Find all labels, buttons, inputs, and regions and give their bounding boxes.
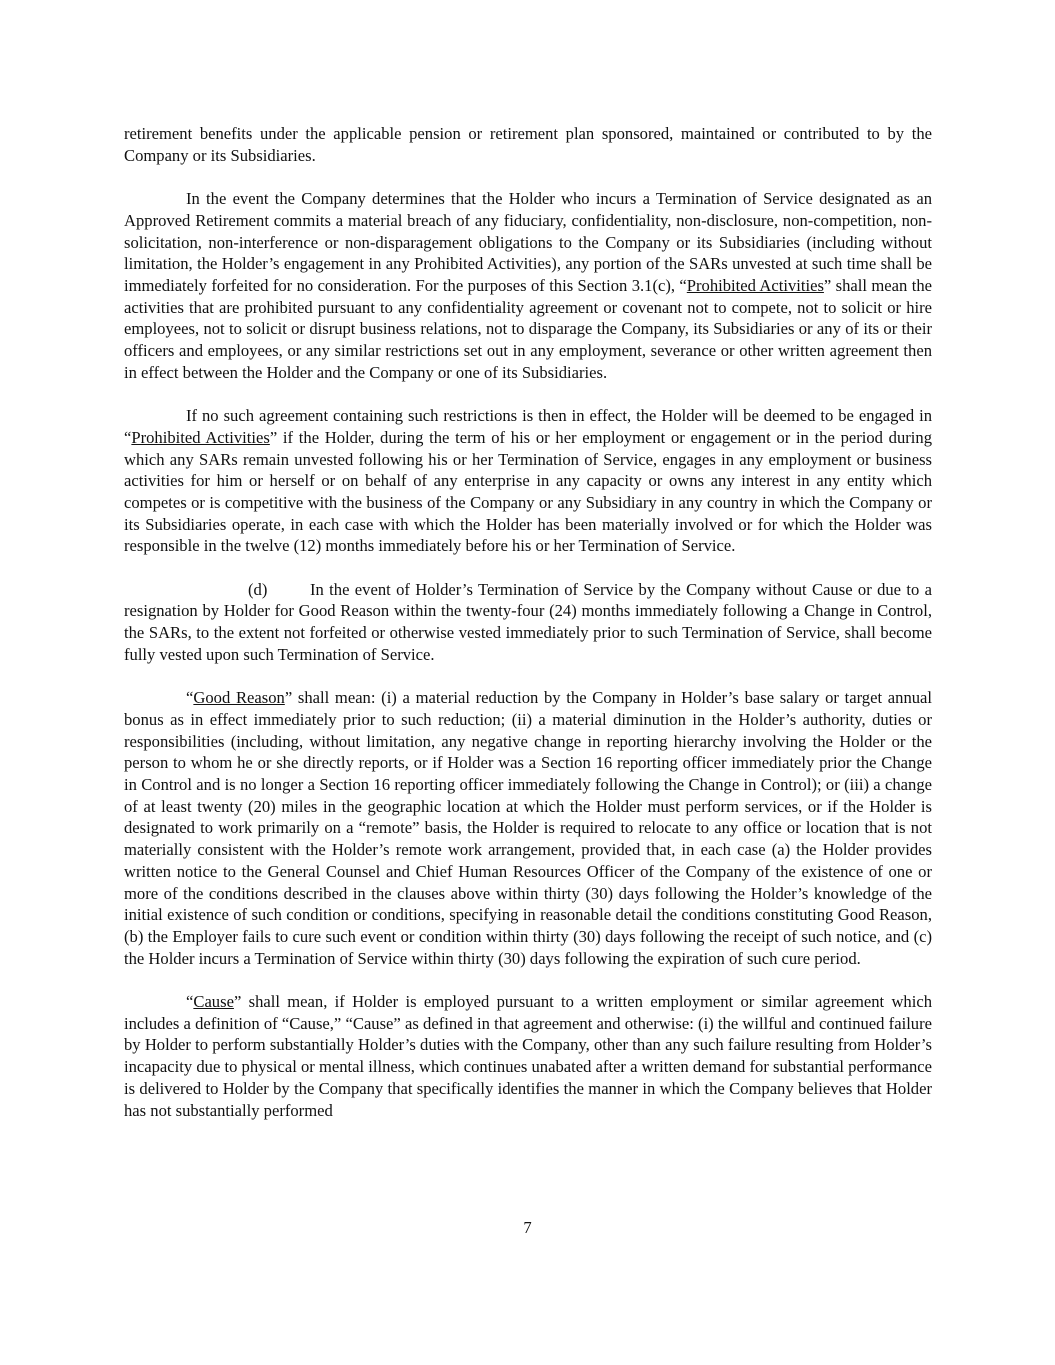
- paragraph-text: ” if the Holder, during the term of his or her employment or engagement or in the period during which any SARs remain unvested following his or her Termination of Service, engages in any employment or business activities for him or herself or on behalf of any enterprise in any capacity or owns any interest in any entity which competes or is competitive with the business of the Company or any Subsidiary in any country in which the Company or its Subsidiaries operate, in each case with which the Holder has been materially involved or for which the Holder was responsible in the twelve (12) months immediately before his or her Termination of Service.: [124, 427, 932, 556]
- paragraph-cause: [124, 991, 932, 1121]
- paragraph-retirement-benefits: retirement benefits under the applicable pension or retirement plan sponsored, maintained or contributed to by the Company or its Subsidiaries.: [124, 124, 932, 165]
- paragraph-text: “: [186, 688, 194, 708]
- clause-label: (d): [248, 579, 268, 599]
- defined-term-cause: Cause: [193, 992, 234, 1012]
- paragraph-section-d: [124, 579, 932, 666]
- document-page: [124, 123, 932, 1121]
- paragraph-good-reason: [124, 687, 932, 969]
- paragraph-text: ” shall mean the activities that are prohibited pursuant to any confidentiality agreement or covenant not to compete, not to solicit or hire employees, not to solicit or disrupt business relations, not to disparage the Company, its Subsidiaries or any of its or their officers and employees, or any similar restrictions set out in any employment, severance or other written agreement then in effect between the Holder and the Company or one of its Subsidiaries.: [124, 275, 932, 382]
- paragraph-text: ” shall mean, if Holder is employed pursuant to a written employment or similar agreement which includes a definition of “Cause,” “Cause” as defined in that agreement and otherwise: (i) the willful and continued failure by Holder to perform substantially Holder’s duties with the Company, other than any such failure resulting from Holder’s incapacity due to physical or mental illness, which continues unabated after a written demand for substantial performance is delivered to Holder by the Company that specifically identifies the manner in which the Company believes that Holder has not substantially performed: [124, 992, 932, 1120]
- defined-term-prohibited-activities: Prohibited Activities: [131, 427, 270, 447]
- defined-term-good-reason: Good Reason: [193, 688, 285, 708]
- paragraph-text: If no such agreement containing such restrictions is then in effect, the Holder will be deemed to be engaged in “: [124, 406, 932, 447]
- paragraph-text: ” shall mean: (i) a material reduction by the Company in Holder’s base salary or target annual bonus as in effect immediately prior to such reduction; (ii) a material diminution in the Holder’s authority, duties or responsibilities (including, without limitation, any negative change in reporting hierarchy involving the Holder or the person to whom he or she directly reports, or if Holder was a Section 16 reporting officer immediately prior the Change in Control and is no longer a Section 16 reporting officer immediately following the Change in Control); or (iii) a change of at least twenty (20) miles in the geographic location at which the Holder must perform services, or if the Holder is designated to work primarily on a “remote” basis, the Holder is required to relocate to any office or location that is not materially consistent with the Holder’s remote work arrangement, provided that, in each case (a) the Holder provides written notice to the General Counsel and Chief Human Resources Officer of the Company of the existence of one or more of the conditions described in the clauses above within thirty (30) days following the Holder’s knowledge of the initial existence of such condition or conditions, specifying in reasonable detail the conditions constituting Good Reason, (b) the Employer fails to cure such event or condition within thirty (30) days following the receipt of such notice, and (c) the Holder incurs a Termination of Service within thirty (30) days following the expiration of such cure period.: [124, 688, 933, 968]
- defined-term-prohibited-activities: Prohibited Activities: [686, 275, 824, 295]
- paragraph-no-agreement: [124, 405, 932, 557]
- paragraph-text: In the event of Holder’s Termination of Service by the Company without Cause or due to a resignation by Holder for Good Reason within the twenty-four (24) months immediately following a Change in Control, the SARs, to the extent not forfeited or otherwise vested immediately prior to such Termination of Service, shall become fully vested upon such Termination of Service.: [124, 579, 932, 664]
- paragraph-approved-retirement-breach: [124, 188, 932, 383]
- page-number: 7: [523, 1218, 532, 1237]
- paragraph-text: In the event the Company determines that the Holder who incurs a Termination of Service designated as an Approved Retirement commits a material breach of any fiduciary, confidentiality, non-disclosure, non-competition, non-solicitation, non-interference or non-disparagement obligations to the Company or its Subsidiaries (including without limitation, the Holder’s engagement in any Prohibited Activities), any portion of the SARs unvested at such time shall be immediately forfeited for no consideration. For the purposes of this Section 3.1(c), “: [124, 189, 932, 295]
- paragraph-text: “: [186, 992, 194, 1012]
